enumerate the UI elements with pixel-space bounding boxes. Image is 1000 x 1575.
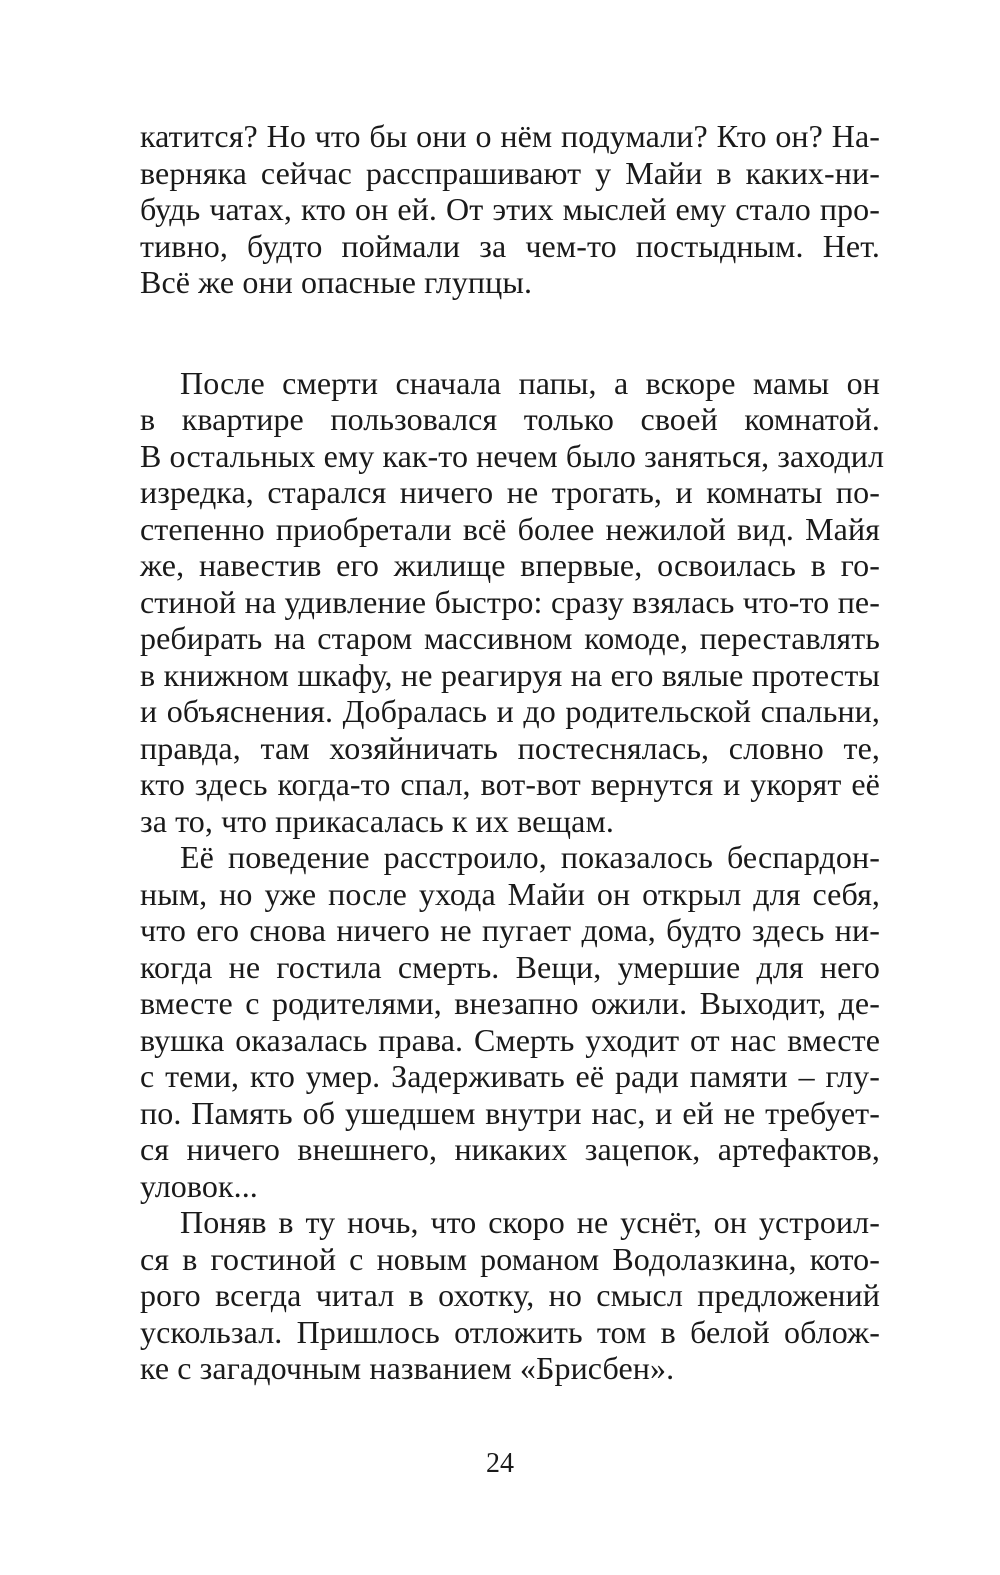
text-line: будь чатах, кто он ей. От этих мыслей ему стало про- xyxy=(140,191,880,227)
text-line: Всё же они опасные глупцы. xyxy=(140,264,533,300)
paragraph xyxy=(140,839,880,1204)
text-line: ке с загадочным названием «Брисбен». xyxy=(140,1350,675,1386)
text-line: степенно приобретали всё более нежилой вид. Майя xyxy=(140,510,880,547)
paragraph xyxy=(140,1204,880,1387)
text-line: ребирать на старом массивном комоде, переставлять xyxy=(140,620,880,656)
text-line: Её поведение расстроило, показалось беспардон- xyxy=(180,839,880,875)
page-number: 24 xyxy=(486,1448,514,1479)
text-line: тивно, будто поймали за чем-то постыдным. Нет. xyxy=(140,227,880,264)
text-line: с теми, кто умер. Задерживать её ради памяти – глу- xyxy=(140,1058,880,1094)
text-line: вушка оказалась права. Смерть уходит от нас вместе xyxy=(140,1021,880,1058)
text-line: ным, но уже после ухода Майи он открыл для себя, xyxy=(140,875,880,912)
paragraph xyxy=(140,118,880,301)
text-line: за то, что прикасалась к их вещам. xyxy=(140,802,614,839)
text-line: Поняв в ту ночь, что скоро не уснёт, он устроил- xyxy=(180,1204,880,1240)
section-break xyxy=(140,301,880,365)
text-line: по. Память об ушедшем внутри нас, и ей не требует- xyxy=(140,1094,880,1131)
text-line: вместе с родителями, внезапно ожили. Выходит, де- xyxy=(140,985,880,1021)
text-line: ся в гостиной с новым романом Водолазкина, кото- xyxy=(140,1240,880,1277)
paragraph xyxy=(140,364,885,840)
text-line: правда, там хозяйничать постеснялась, словно те, xyxy=(140,729,880,766)
text-line: стиной на удивление быстро: сразу взялась что-то пе- xyxy=(140,583,880,620)
text-line: и объяснения. Добралась и до родительской спальни, xyxy=(140,693,880,729)
text-line: ся ничего внешнего, никаких зацепок, артефактов, xyxy=(140,1131,880,1167)
text-line: когда не гостила смерть. Вещи, умершие для него xyxy=(140,948,880,985)
text-line: В остальных ему как-то нечем было заняться, заходил xyxy=(140,437,885,474)
text-line: изредка, старался ничего не трогать, и комнаты по- xyxy=(140,474,880,510)
text-line: катится? Но что бы они о нём подумали? Кто он? На- xyxy=(140,118,880,154)
text-line: рого всегда читал в охотку, но смысл предложений xyxy=(140,1277,880,1313)
text-line: же, навестив его жилище впервые, освоилась в го- xyxy=(140,547,880,583)
text-line: что его снова ничего не пугает дома, будто здесь ни- xyxy=(140,912,880,948)
text-line: уловок... xyxy=(140,1167,258,1204)
text-line: кто здесь когда-то спал, вот-вот вернутся и укорят её xyxy=(140,766,880,802)
text-line: ускользал. Пришлось отложить том в белой облож- xyxy=(140,1313,880,1350)
text-line: в книжном шкафу, не реагируя на его вялые протесты xyxy=(140,656,880,693)
text-line: в квартире пользовался только своей комнатой. xyxy=(140,401,880,437)
book-page-text xyxy=(140,118,885,1387)
text-line: После смерти сначала папы, а вскоре мамы он xyxy=(180,364,880,401)
text-line: верняка сейчас расспрашивают у Майи в каких-ни- xyxy=(140,154,880,191)
